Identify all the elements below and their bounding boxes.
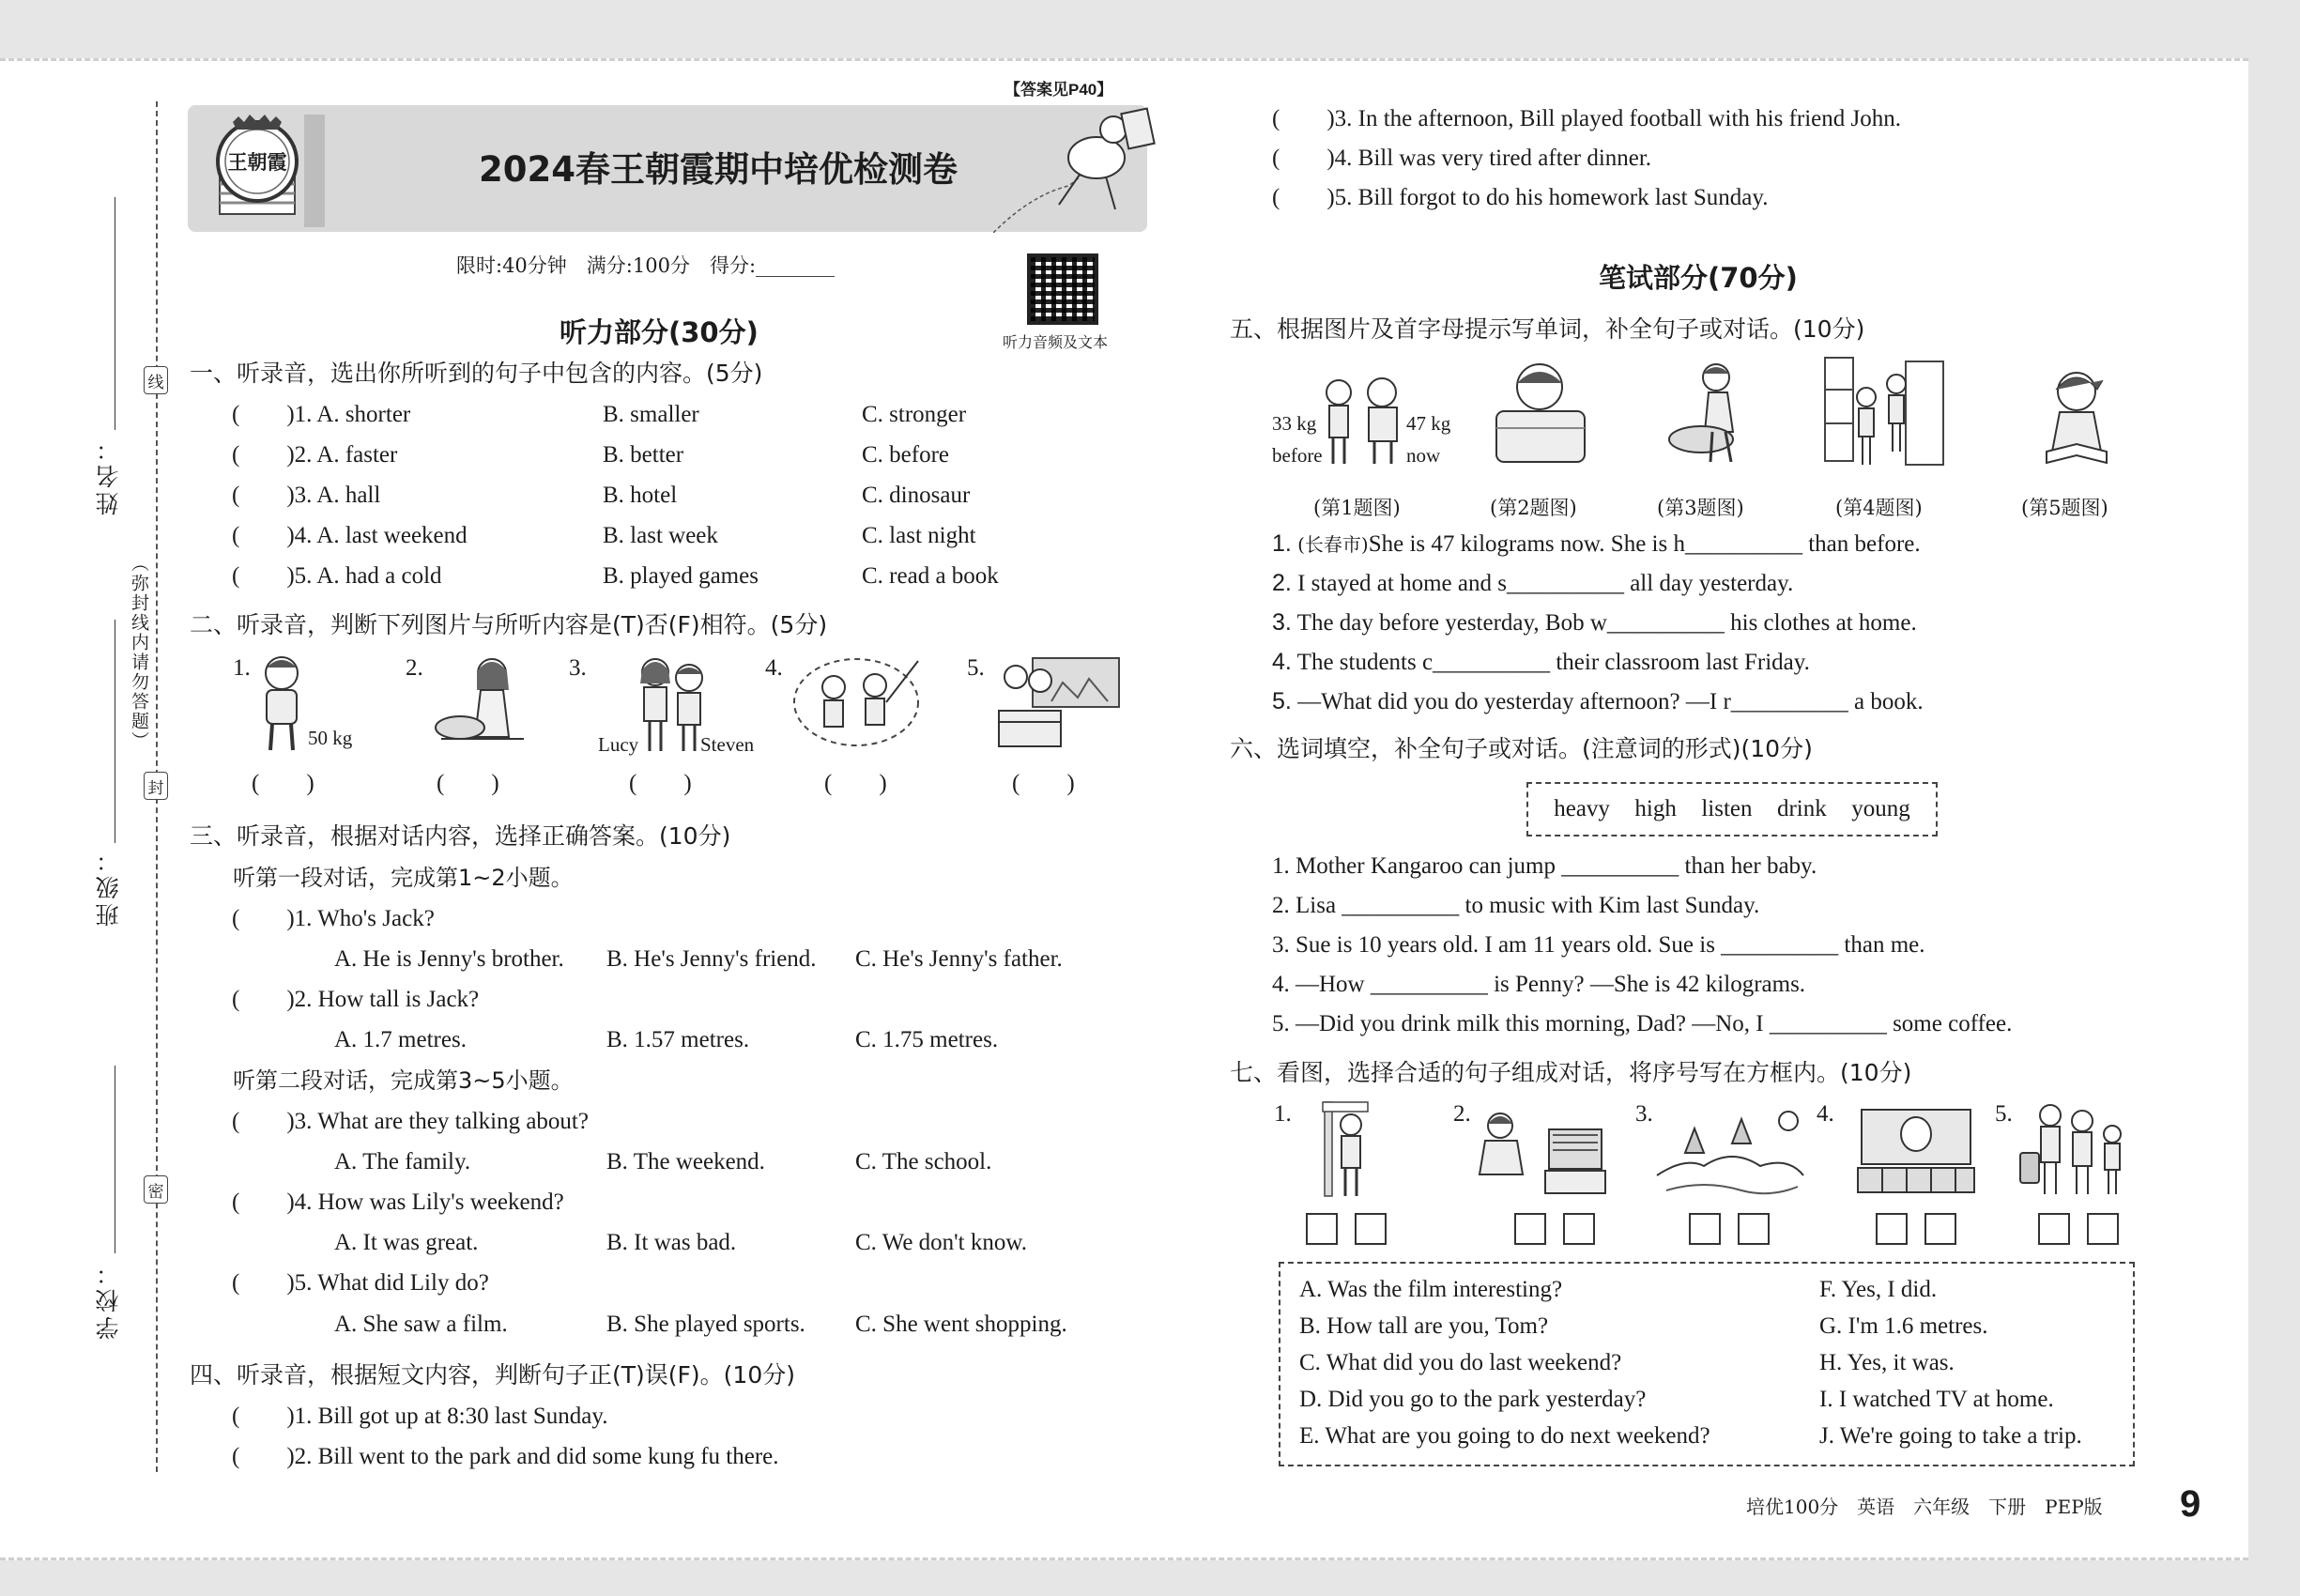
exam-meta: 限时:40分钟 满分:100分 得分:________ xyxy=(456,254,836,277)
girl-watching-tv-icon xyxy=(1476,1103,1607,1197)
s1-q2-b: B. better xyxy=(603,442,684,468)
school-label: 学校： xyxy=(95,1258,122,1340)
kids-playing-icon xyxy=(789,648,925,753)
word-bank-item: listen xyxy=(1701,796,1753,821)
s5-before: before xyxy=(1272,444,1323,467)
s5-q2-num: 2. xyxy=(1272,570,1292,596)
s5-now: now xyxy=(1406,444,1441,467)
s1-q1-c: C. stronger xyxy=(862,402,967,427)
section7-heading: 七、看图，选择合适的句子组成对话，将序号写在方框内。(10分) xyxy=(1230,1059,1912,1086)
s3-q3-c: C. The school. xyxy=(855,1149,992,1174)
s2-blank-1[interactable]: ( ) xyxy=(252,771,314,796)
answer-box[interactable] xyxy=(1689,1213,1721,1245)
s7-boxes-1 xyxy=(1306,1213,1403,1250)
s2-blank-5[interactable]: ( ) xyxy=(1012,771,1075,796)
section6-heading: 六、选词填空，补全句子或对话。(注意词的形式)(10分) xyxy=(1230,735,1813,762)
s5-q3[interactable] xyxy=(1272,608,1917,637)
s7-boxes-2 xyxy=(1514,1213,1612,1250)
class-label: 班级： xyxy=(95,845,122,927)
answer-reference: 【答案见P40】 xyxy=(1001,79,1116,101)
exam-title: 2024春王朝霞期中培优检测卷 xyxy=(479,149,958,190)
s2-blank-3[interactable]: ( ) xyxy=(629,771,692,796)
option-h: H. Yes, it was. xyxy=(1819,1350,1955,1375)
word-bank-item: drink xyxy=(1776,796,1827,821)
s7-num-1: 1. xyxy=(1274,1101,1292,1127)
s5-caption-3: (第3题图) xyxy=(1657,497,1744,519)
students-cleaning-icon xyxy=(1821,352,1953,472)
s3-part2: 听第二段对话，完成第3~5小题。 xyxy=(233,1067,574,1094)
girl-reading-icon xyxy=(2028,361,2122,470)
writing-title: 笔试部分(70分) xyxy=(1599,262,1798,294)
s7-num-3: 3. xyxy=(1635,1101,1653,1127)
s5-caption-4: (第4题图) xyxy=(1835,497,1923,519)
answer-box[interactable] xyxy=(1738,1213,1770,1245)
s1-q4-b: B. last week xyxy=(603,523,718,548)
s3-q1[interactable]: ( )1. Who's Jack? xyxy=(232,906,435,931)
options-box xyxy=(1279,1262,2135,1466)
name-label: 姓名： xyxy=(95,434,122,515)
s1-q1-b: B. smaller xyxy=(603,402,699,427)
s3-q5-a: A. She saw a film. xyxy=(334,1312,508,1337)
s5-q5-num: 5. xyxy=(1272,688,1292,714)
s3-q5[interactable]: ( )5. What did Lily do? xyxy=(232,1270,489,1296)
s3-q1-b: B. He's Jenny's friend. xyxy=(606,946,817,972)
boy-sleeping-icon xyxy=(1491,357,1589,468)
s2-blank-4[interactable]: ( ) xyxy=(824,771,887,796)
s7-num-4: 4. xyxy=(1817,1101,1834,1127)
s5-q2[interactable] xyxy=(1272,569,1793,598)
section2-heading: 二、听录音，判断下列图片与所听内容是(T)否(F)相符。(5分) xyxy=(190,611,828,638)
s6-q4[interactable]: 4. —How __________ is Penny? —She is 42 kilograms. xyxy=(1272,972,1806,997)
cinema-screen-icon xyxy=(1854,1106,1978,1196)
s3-q1-c: C. He's Jenny's father. xyxy=(855,946,1063,972)
s3-q1-a: A. He is Jenny's brother. xyxy=(334,946,564,972)
s4-q3[interactable]: ( )3. In the afternoon, Bill played football with his friend John. xyxy=(1272,106,1902,131)
s7-boxes-4 xyxy=(1876,1213,1973,1250)
s7-num-2: 2. xyxy=(1453,1101,1471,1127)
s1-q5-b: B. played games xyxy=(603,563,759,589)
s5-q4-num: 4. xyxy=(1272,649,1292,675)
s2-num-4: 4. xyxy=(765,655,783,681)
option-a: A. Was the film interesting? xyxy=(1299,1277,1563,1302)
s5-caption-5: (第5题图) xyxy=(2021,497,2108,519)
s5-q1[interactable] xyxy=(1272,529,1921,559)
s5-q3-text: The day before yesterday, Bob w__________ his clothes at home. xyxy=(1296,610,1917,636)
answer-box[interactable] xyxy=(1355,1213,1387,1245)
answer-box[interactable] xyxy=(1306,1213,1338,1245)
s3-q4-a: A. It was great. xyxy=(334,1230,479,1255)
option-c: C. What did you do last weekend? xyxy=(1299,1350,1622,1375)
mascot-illustration xyxy=(993,92,1162,233)
option-i: I. I watched TV at home. xyxy=(1819,1387,2054,1412)
page-number: 9 xyxy=(2180,1483,2201,1525)
qr-caption: 听力音频及文本 xyxy=(1003,333,1109,351)
option-j: J. We're going to take a trip. xyxy=(1819,1423,2082,1449)
family-trip-icon xyxy=(2016,1100,2139,1200)
option-d: D. Did you go to the park yesterday? xyxy=(1299,1387,1647,1412)
section1-heading: 一、听录音，选出你所听到的句子中包含的内容。(5分) xyxy=(190,360,763,387)
secret-char: 密 xyxy=(144,1175,168,1204)
s1-q3-b: B. hotel xyxy=(603,483,678,508)
option-e: E. What are you going to do next weekend? xyxy=(1299,1423,1710,1449)
s1-q5-a[interactable]: ( )5. A. had a cold xyxy=(232,563,442,589)
option-g: G. I'm 1.6 metres. xyxy=(1819,1313,1988,1339)
s5-kg1: 33 kg xyxy=(1272,412,1317,435)
s2-num-2: 2. xyxy=(406,655,423,681)
s5-q5-text: —What did you do yesterday afternoon? —I r__________ a book. xyxy=(1297,689,1924,714)
s3-q4[interactable]: ( )4. How was Lily's weekend? xyxy=(232,1189,564,1215)
cinema-audience-icon xyxy=(995,654,1122,748)
seal-char: 封 xyxy=(144,772,168,800)
word-bank-item: high xyxy=(1634,796,1677,821)
s2-kg-label: 50 kg xyxy=(308,727,353,749)
s3-q5-b: B. She played sports. xyxy=(606,1312,805,1337)
s5-q1-tag: (长春市) xyxy=(1297,533,1369,556)
section3-heading: 三、听录音，根据对话内容，选择正确答案。(10分) xyxy=(190,822,731,850)
answer-box[interactable] xyxy=(1563,1213,1595,1245)
s1-q2-c: C. before xyxy=(862,442,950,468)
qr-code-icon[interactable] xyxy=(1027,253,1098,325)
s5-q4-text: The students c__________ their classroom last Friday. xyxy=(1296,650,1810,675)
s3-q5-c: C. She went shopping. xyxy=(855,1312,1067,1337)
s5-q1-num: 1. xyxy=(1272,530,1292,557)
height-measure-icon xyxy=(1319,1098,1375,1200)
s1-q1-a[interactable]: ( )1. A. shorter xyxy=(232,402,411,427)
s4-q2[interactable]: ( )2. Bill went to the park and did some kung fu there. xyxy=(232,1444,779,1469)
s1-q2-a[interactable]: ( )2. A. faster xyxy=(232,442,398,468)
s3-q2-c: C. 1.75 metres. xyxy=(855,1027,999,1052)
s7-boxes-5 xyxy=(2038,1213,2136,1250)
s2-steven-label: Steven xyxy=(700,733,755,756)
s4-q5[interactable]: ( )5. Bill forgot to do his homework last Sunday. xyxy=(1272,185,1769,210)
logo xyxy=(210,111,304,223)
s6-q3[interactable]: 3. Sue is 10 years old. I am 11 years old. Sue is __________ than me. xyxy=(1272,932,1925,958)
seal-note: （弥封线内请勿答题） xyxy=(129,554,149,751)
s2-num-1: 1. xyxy=(233,655,251,681)
s6-q1[interactable]: 1. Mother Kangaroo can jump __________ than her baby. xyxy=(1272,853,1817,879)
answer-box[interactable] xyxy=(2038,1213,2070,1245)
s1-q3-c: C. dinosaur xyxy=(862,483,971,508)
s3-q4-c: C. We don't know. xyxy=(855,1230,1028,1255)
s5-q1-text: She is 47 kilograms now. She is h__________ than before. xyxy=(1368,531,1921,557)
s5-q3-num: 3. xyxy=(1272,609,1292,636)
answer-box[interactable] xyxy=(1514,1213,1546,1245)
mascot-flying-icon xyxy=(993,92,1162,233)
s3-q2[interactable]: ( )2. How tall is Jack? xyxy=(232,987,480,1012)
park-scene-icon xyxy=(1648,1100,1807,1200)
s3-part1: 听第一段对话，完成第1~2小题。 xyxy=(233,865,574,891)
option-f: F. Yes, I did. xyxy=(1819,1277,1938,1302)
answer-box[interactable] xyxy=(2087,1213,2119,1245)
girls-weight-icon xyxy=(1312,374,1416,468)
s5-kg2: 47 kg xyxy=(1406,412,1451,435)
s1-q4-c: C. last night xyxy=(862,523,976,548)
section4-heading: 四、听录音，根据短文内容，判断句子正(T)误(F)。(10分) xyxy=(190,1361,795,1389)
s5-caption-2: (第2题图) xyxy=(1490,497,1577,519)
woman-cooking-icon xyxy=(434,652,532,756)
answer-box[interactable] xyxy=(1876,1213,1908,1245)
footer-info: 培优100分 英语 六年级 下册 PEP版 xyxy=(1746,1496,2103,1518)
boy-standing-icon xyxy=(253,652,310,756)
s1-q5-c: C. read a book xyxy=(862,563,999,589)
s3-q3-a: A. The family. xyxy=(334,1149,471,1174)
s3-q2-b: B. 1.57 metres. xyxy=(606,1027,750,1052)
word-bank-item: heavy xyxy=(1554,796,1610,821)
s6-q5[interactable]: 5. —Did you drink milk this morning, Dad? —No, I __________ some coffee. xyxy=(1272,1011,2013,1036)
s7-boxes-3 xyxy=(1689,1213,1786,1250)
s2-blank-2[interactable]: ( ) xyxy=(437,771,499,796)
s5-caption-1: (第1题图) xyxy=(1313,497,1401,519)
s1-q4-a[interactable]: ( )4. A. last weekend xyxy=(232,523,468,548)
s2-num-5: 5. xyxy=(967,655,985,681)
s3-q4-b: B. It was bad. xyxy=(606,1230,737,1255)
word-bank-item: young xyxy=(1851,796,1910,821)
s2-num-3: 3. xyxy=(569,655,587,681)
listening-title: 听力部分(30分) xyxy=(560,316,759,348)
answer-box[interactable] xyxy=(1924,1213,1956,1245)
svg-text:王朝霞: 王朝霞 xyxy=(227,150,287,174)
word-bank xyxy=(1526,782,1938,836)
option-b: B. How tall are you, Tom? xyxy=(1299,1313,1549,1339)
s6-q2[interactable]: 2. Lisa __________ to music with Kim last Sunday. xyxy=(1272,893,1760,918)
s2-lucy-label: Lucy xyxy=(598,733,639,756)
line-char: 线 xyxy=(144,366,168,394)
s4-q4[interactable]: ( )4. Bill was very tired after dinner. xyxy=(1272,146,1652,171)
s3-q3[interactable]: ( )3. What are they talking about? xyxy=(232,1109,589,1134)
s3-q2-a: A. 1.7 metres. xyxy=(334,1027,467,1052)
boy-washing-clothes-icon xyxy=(1664,357,1757,468)
s1-q3-a[interactable]: ( )3. A. hall xyxy=(232,483,381,508)
section5-heading: 五、根据图片及首字母提示写单词，补全句子或对话。(10分) xyxy=(1230,315,1865,343)
banner-stripe xyxy=(304,115,325,227)
s4-q1[interactable]: ( )1. Bill got up at 8:30 last Sunday. xyxy=(232,1404,608,1429)
logo-seal-icon xyxy=(210,111,304,223)
s5-q5[interactable] xyxy=(1272,687,1924,716)
s5-q2-text: I stayed at home and s__________ all day yesterday. xyxy=(1297,571,1794,596)
s7-num-5: 5. xyxy=(1995,1101,2013,1127)
s3-q3-b: B. The weekend. xyxy=(606,1149,765,1174)
s5-q4[interactable] xyxy=(1272,648,1810,677)
